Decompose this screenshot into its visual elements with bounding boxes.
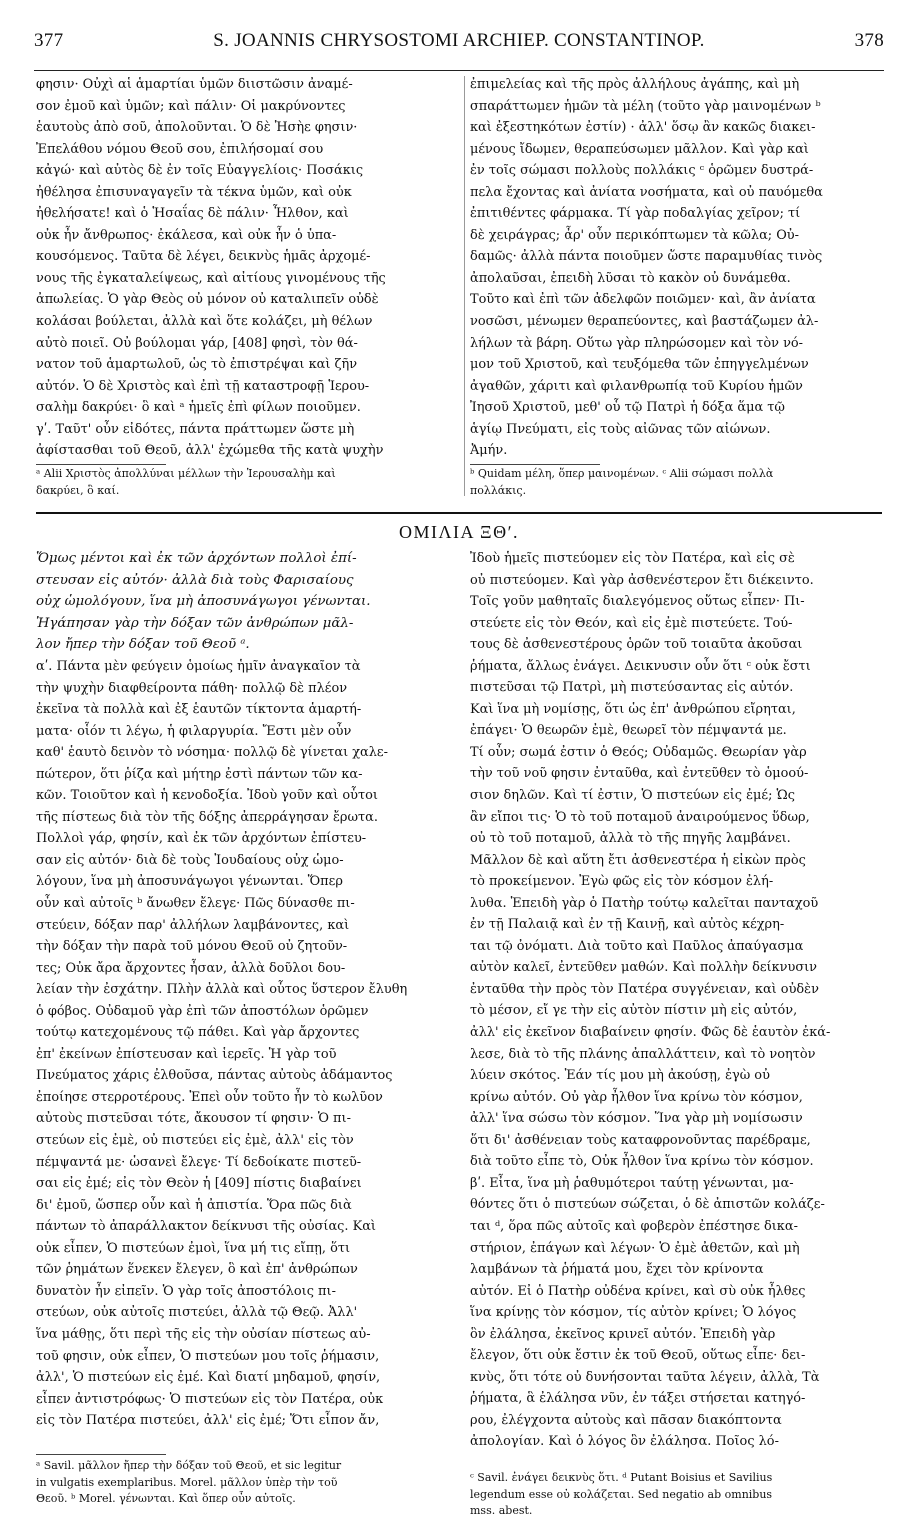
homily-left-column (36, 656, 454, 1432)
upper-left-text: φησιν· Οὐχὶ αἱ ἁμαρτίαι ὑμῶν διιστῶσιν ἀναμέ- σον ἐμοῦ καὶ ὑμῶν; καὶ πάλιν· Οἱ μακρύνοντες ἑαυτοὺς ἀπὸ σοῦ, ἀπολοῦνται. Ὁ δὲ Ἠσὴε φησιν· Ἐπελάθου νόμου Θεοῦ σου, ἐπιλήσομαί σου κἀγώ· καὶ αὐτὸς δὲ ἐν τοῖς Εὐαγγελίοις· Ποσάκις ἠθέλησα ἐπισυναγαγεῖν τὰ τέκνα ὑμῶν, καὶ οὐκ ἠθελήσατε! καὶ ὁ Ἡσαΐας δὲ πάλιν· Ἦλθον, καὶ οὐκ ἦν ἄνθρωπος· ἐκάλεσα, καὶ οὐκ ἦν ὁ ὑπα- κουσόμενος. Ταῦτα δὲ λέγει, δεικνὺς ἡμᾶς ἀρχομέ- νους τῆς ἐγκαταλείψεως, καὶ αἰτίους γινομένους τῆς ἀπωλείας. Ὁ γὰρ Θεὸς οὐ μόνον οὐ καταλιπεῖν οὐδὲ κολάσαι βούλεται, ἀλλὰ καὶ ὅτε κολάζει, μὴ θέλων αὐτὸ ποιεῖ. Οὐ βούλομαι γάρ, [408] φησὶ, τὸν θά- νατον τοῦ ἁμαρτωλοῦ, ὡς τὸ ἐπιστρέψαι καὶ ζῆν αὐτόν. Ὁ δὲ Χριστὸς καὶ ἐπὶ τῇ καταστροφῇ Ἱερου- σαλὴμ δακρύει· ὃ καὶ ᵃ ἡμεῖς ἐπὶ φίλων ποιοῦμεν. γʹ. Ταῦτ' οὖν εἰδότες, πάντα πράττωμεν ὥστε μὴ ἀφίστασθαι τοῦ Θεοῦ, ἀλλ' ἐχώμεθα τῆς κατὰ ψυχὴν (36, 77, 386, 459)
upper-right-footnote: ᵇ Quidam μέλη, ὅπερ μαινομένων. ᶜ Alii σώμασι πολλὰ πολλάκις. (470, 467, 774, 497)
running-head (34, 30, 884, 60)
section-rule (36, 512, 882, 514)
header-rule (34, 70, 884, 71)
column-divider (464, 76, 465, 496)
page-number-left: 377 (34, 30, 64, 51)
homily-title: ΟΜΙΛΙΑ ΞΘʹ. (398, 522, 520, 542)
homily-right-text: Ἰδοὺ ἡμεῖς πιστεύομεν εἰς τὸν Πατέρα, καὶ εἰς σὲ οὐ πιστεύομεν. Καὶ γὰρ ἀσθενέστερον ἔτι διέκειντο. Τοῖς γοῦν μαθηταῖς διαλεγόμενος οὕτως εἶπεν· Πι- στεύετε εἰς τὸν Θεόν, καὶ εἰς ἐμὲ πιστεύετε. Τού- τους δὲ ἀσθενεστέρους ὁρῶν τοῦ τοιαῦτα ἀκοῦσαι ῥήματα, ἄλλως ἐνάγει. Δεικνυσιν οὖν ὅτι ᶜ οὐκ ἔστι πιστεῦσαι τῷ Πατρὶ, μὴ πιστεύσαντας εἰς αὐτόν. Καὶ ἵνα μὴ νομίσῃς, ὅτι ὡς ἐπ' ἀνθρώπου εἴρηται, ἐπάγει· Ὁ θεωρῶν ἐμὲ, θεωρεῖ τὸν πέμψαντά με. Τί οὖν; σωμά ἐστιν ὁ Θεός; Οὐδαμῶς. Θεωρίαν γὰρ τὴν τοῦ νοῦ φησιν ἐνταῦθα, καὶ ἐντεῦθεν τὸ ὁμοού- σιον δηλῶν. Καὶ τί ἐστιν, Ὁ πιστεύων εἰς ἐμέ; Ὡς ἂν εἴποι τις· Ὁ τὸ τοῦ ποταμοῦ ἀναιρούμενος ὕδωρ, οὐ τὸ τοῦ ποταμοῦ, ἀλλὰ τὸ τῆς πηγῆς λαμβάνει. Μᾶλλον δὲ καὶ αὕτη ἔτι ἀσθενεστέρα ἡ εἰκὼν πρὸς τὸ προκείμενον. Ἐγὼ φῶς εἰς τὸν κόσμον ἐλή- λυθα. Ἐπειδὴ γὰρ ὁ Πατὴρ τούτῳ καλεῖται πανταχοῦ ἐν τῇ Παλαιᾷ καὶ ἐν τῇ Καινῇ, καὶ αὐτὸς κέχρη- ται τῷ ὀνόματι. Διὰ τοῦτο καὶ Παῦλος ἀπαύγασμα αὐτὸν καλεῖ, ἐντεῦθεν μαθών. Καὶ πολλὴν δείκνυσιν ἐνταῦθα τὴν πρὸς τὸν Πατέρα συγγένειαν, καὶ οὐδὲν τὸ μέσον, εἴ γε τὴν εἰς αὐτὸν πίστιν μὴ εἰς αὐτόν, ἀλλ' εἰς ἐκεῖνον διαβαίνειν φησίν. Φῶς δὲ ἑαυτὸν ἐκά- λεσε, διὰ τὸ τῆς πλάνης ἀπαλλάττειν, καὶ τὸ νοητὸν λύειν σκότος. Ἐάν τίς μου μὴ ἀκούσῃ, ἐγὼ οὐ κρίνω αὐτόν. Οὐ γὰρ ἦλθον ἵνα κρίνω τὸν κόσμον, ἀλλ' ἵνα σώσω τὸν κόσμον. Ἵνα γὰρ μὴ νομίσωσιν ὅτι δι' ἀσθένειαν τοὺς καταφρονοῦντας παρέδραμε, διὰ τοῦτο εἶπε τὸ, Οὐκ ἦλθον ἵνα κρίνω τὸν κόσμον. βʹ. Εἶτα, ἵνα μὴ ῥαθυμότεροι ταύτῃ γένωνται, μα- θόντες ὅτι ὁ πιστεύων σώζεται, ὁ δὲ ἀπιστῶν κολάζε- ται ᵈ, ὅρα πῶς αὐτοῖς καὶ φοβερὸν ἐπέστησε δικα- στήριον, ἐπάγων καὶ λέγων· Ὁ ἐμὲ ἀθετῶν, καὶ μὴ λαμβάνων τὰ ῥήματά μου, ἔχει τὸν κρίνοντα αὐτόν. Εἰ ὁ Πατὴρ οὐδένα κρίνει, καὶ σὺ οὐκ ἦλθες ἵνα κρίνῃς τὸν κόσμον, τίς αὐτὸν κρίνει; Ὁ λόγος ὃν ἐλάλησα, ἐκεῖνος κρινεῖ αὐτόν. Ἐπειδὴ γὰρ ἔλεγον, ὅτι οὐκ ἔστιν ἐκ τοῦ Θεοῦ, οὕτως εἶπε· δει- κνὺς, ὅτι τότε οὐ δυνήσονται ταῦτα λέγειν, ἀλλὰ, Τὰ ῥήματα, ἃ ἐλάλησα νῦν, ἐν τάξει στήσεται κατηγό- ρου, ἐλέγχοντα αὐτοὺς καὶ πᾶσαν διακόπτοντα ἀπολογίαν. Καὶ ὁ λόγος ὃν ἐλάλησα. Ποῖος λό- (470, 551, 831, 1450)
footnote-rule (36, 1454, 166, 1455)
upper-left-footnote: ᵃ Alii Χριστὸς ἀπολλύναι μέλλων τὴν Ἱερουσαλὴμ καὶ δακρύει, ὃ καί. (36, 467, 336, 497)
homily-right-column (470, 548, 882, 1453)
running-title: S. JOANNIS CHRYSOSTOMI ARCHIEP. CONSTANTINOP. (213, 30, 705, 51)
footnote-rule (36, 464, 166, 465)
homily-right-footnote: ᶜ Savil. ἐνάγει δεικνὺς ὅτι. ᵈ Putant Boisius et Savilius legendum esse οὐ κολάζεται. Sed negatio ab omnibus mss. abest. (470, 1471, 773, 1517)
homily-left-footnote: ᵃ Savil. μᾶλλον ἤπερ τὴν δόξαν τοῦ Θεοῦ, et sic legitur in vulgatis exemplaribus. Morel. μᾶλλον ὑπὲρ τὴν τοῦ Θεοῦ. ᵇ Morel. γένωνται. Καὶ ὅπερ οὖν αὐτοῖς. (36, 1459, 342, 1505)
page-number-right: 378 (854, 30, 884, 51)
homily-left-text: αʹ. Πάντα μὲν φεύγειν ὁμοίως ἡμῖν ἀναγκαῖον τὰ τὴν ψυχὴν διαφθείροντα πάθη· πολλῷ δὲ πλέον ἐκεῖνα τὰ πολλὰ καὶ ἐξ ἑαυτῶν τίκτοντα ἁμαρτή- ματα· οἷόν τι λέγω, ἡ φιλαργυρία. Ἔστι μὲν οὖν καθ' ἑαυτὸ δεινὸν τὸ νόσημα· πολλῷ δὲ γίνεται χαλε- πώτερον, ὅτι ῥίζα καὶ μήτηρ ἐστὶ πάντων τῶν κα- κῶν. Τοιοῦτον καὶ ἡ κενοδοξία. Ἰδοὺ γοῦν καὶ οὗτοι τῆς πίστεως διὰ τὸν τῆς δόξης ἀπερράγησαν ἔρωτα. Πολλοὶ γάρ, φησίν, καὶ ἐκ τῶν ἀρχόντων ἐπίστευ- σαν εἰς αὐτόν· διὰ δὲ τοὺς Ἰουδαίους οὐχ ὡμο- λόγουν, ἵνα μὴ ἀποσυνάγωγοι γένωνται. Ὅπερ οὖν καὶ αὐτοῖς ᵇ ἄνωθεν ἔλεγε· Πῶς δύνασθε πι- στεύειν, δόξαν παρ' ἀλλήλων λαμβάνοντες, καὶ τὴν δόξαν τὴν παρὰ τοῦ μόνου Θεοῦ οὐ ζητοῦν- τες; Οὐκ ἄρα ἄρχοντες ἦσαν, ἀλλὰ δοῦλοι δου- λείαν τὴν ἐσχάτην. Πλὴν ἀλλὰ καὶ οὗτος ὕστερον ἔλυθη ὁ φόβος. Οὐδαμοῦ γὰρ ἐπὶ τῶν ἀποστόλων ὁρῶμεν τούτῳ κατεχομένους τῷ πάθει. Καὶ γὰρ ἄρχοντες ἐπ' ἐκείνων ἐπίστευσαν καὶ ἱερεῖς. Ἡ γὰρ τοῦ Πνεύματος χάρις ἐλθοῦσα, πάντας αὐτοὺς ἀδάμαντος ἐποίησε στερροτέρους. Ἐπεὶ οὖν τοῦτο ἦν τὸ κωλῦον αὐτοὺς πιστεῦσαι τότε, ἄκουσον τί φησιν· Ὁ πι- στεύων εἰς ἐμὲ, οὐ πιστεύει εἰς ἐμὲ, ἀλλ' εἰς τὸν πέμψαντά με· ὡσανεὶ ἔλεγε· Τί δεδοίκατε πιστεῦ- σαι εἰς ἐμέ; εἰς τὸν Θεὸν ἡ [409] πίστις διαβαίνει δι' ἐμοῦ, ὥσπερ οὖν καὶ ἡ ἀπιστία. Ὅρα πῶς διὰ πάντων τὸ ἀπαράλλακτον δείκνυσι τῆς οὐσίας. Καὶ οὐκ εἶπεν, Ὁ πιστεύων ἐμοὶ, ἵνα μή τις εἴπῃ, ὅτι τῶν ῥημάτων ἕνεκεν ἔλεγεν, ὃ καὶ ἐπ' ἀνθρώπων δυνατὸν ἦν εἰπεῖν. Ὁ γὰρ τοῖς ἀποστόλοις πι- στεύων, οὐκ αὐτοῖς πιστεύει, ἀλλὰ τῷ Θεῷ. Ἀλλ' ἵνα μάθῃς, ὅτι περὶ τῆς εἰς τὴν οὐσίαν πίστεως αὐ- τοῦ φησιν, οὐκ εἶπεν, Ὁ πιστεύων μου τοῖς ῥήμασιν, ἀλλ', Ὁ πιστεύων εἰς ἐμέ. Καὶ διατί μηδαμοῦ, φησίν, εἶπεν ἀντιστρόφως· Ὁ πιστεύων εἰς τὸν Πατέρα, οὐκ εἰς τὸν Πατέρα πιστεύει, ἀλλ' εἰς ἐμέ; Ὅτι εἶπον ἄν, (36, 659, 408, 1429)
upper-left-column (36, 74, 454, 462)
upper-right-column (470, 74, 882, 462)
homily-incipit: Ὅμως μέντοι καὶ ἐκ τῶν ἀρχόντων πολλοὶ ἐπί- στευσαν εἰς αὐτόν· ἀλλὰ διὰ τοὺς Φαρισαίους οὐχ ὡμολόγουν, ἵνα μὴ ἀποσυνάγωγοι γένωνται. Ἠγάπησαν γὰρ τὴν δόξαν τῶν ἀνθρώπων μᾶλ- λον ἤπερ τὴν δόξαν τοῦ Θεοῦ ᵃ. (36, 551, 371, 653)
footnote-rule (470, 464, 600, 465)
upper-right-text: ἐπιμελείας καὶ τῆς πρὸς ἀλλήλους ἀγάπης, καὶ μὴ σπαράττωμεν ἡμῶν τὰ μέλη (τοῦτο γὰρ μαινομένων ᵇ καὶ ἐξεστηκότων ἐστίν) · ἀλλ' ὅσῳ ἂν κακῶς διακει- μένους ἴδωμεν, θεραπεύσωμεν μᾶλλον. Καὶ γὰρ καὶ ἐν τοῖς σώμασι πολλοὺς πολλάκις ᶜ ὁρῶμεν δυστρά- πελα ἔχοντας καὶ ἀνίατα νοσήματα, καὶ οὐ παυόμεθα ἐπιτιθέντες φάρμακα. Τί γὰρ ποδαλγίας χεῖρον; τί δὲ χειράγρας; ἆρ' οὖν περικόπτωμεν τὰ κῶλα; Οὐ- δαμῶς· ἀλλὰ πάντα ποιοῦμεν ὥστε παραμυθίας τινὸς ἀπολαῦσαι, ἐπειδὴ λῦσαι τὸ κακὸν οὐ δυνάμεθα. Τοῦτο καὶ ἐπὶ τῶν ἀδελφῶν ποιῶμεν· καὶ, ἂν ἀνίατα νοσῶσι, μένωμεν θεραπεύοντες, καὶ βαστάζωμεν ἀλ- λήλων τὰ βάρη. Οὕτω γὰρ πληρώσομεν καὶ τὸν νό- μον τοῦ Χριστοῦ, καὶ τευξόμεθα τῶν ἐπηγγελμένων ἀγαθῶν, χάριτι καὶ φιλανθρωπίᾳ τοῦ Κυρίου ἡμῶν Ἰησοῦ Χριστοῦ, μεθ' οὗ τῷ Πατρὶ ἡ δόξα ἅμα τῷ ἁγίῳ Πνεύματι, εἰς τοὺς αἰῶνας τῶν αἰώνων. Ἀμήν. (470, 77, 823, 459)
